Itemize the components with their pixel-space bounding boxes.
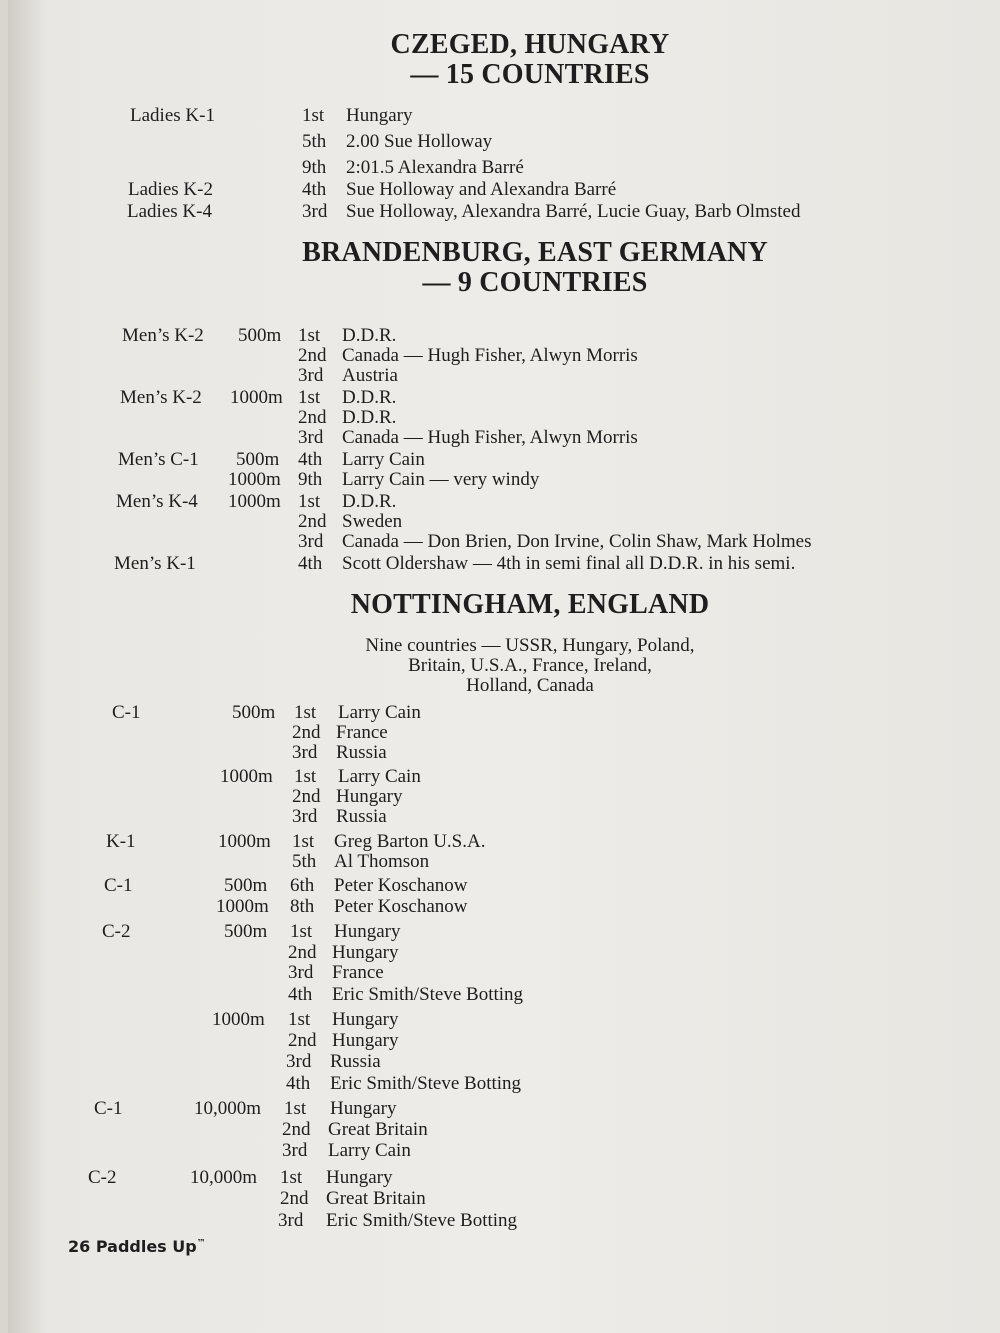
event-label: Men’s C-1	[118, 449, 199, 470]
result-text: Peter Koschanow	[334, 875, 468, 896]
placing: 1st	[298, 491, 321, 512]
distance-label: 500m	[236, 449, 280, 470]
event-label: Ladies K-2	[128, 179, 213, 200]
result-text: Hungary	[326, 1167, 393, 1188]
placing: 2nd	[298, 511, 327, 532]
section-intro-line: Britain, U.S.A., France, Ireland,	[408, 655, 652, 676]
distance-label: 500m	[232, 702, 276, 723]
placing: 5th	[302, 131, 327, 152]
placing: 8th	[290, 896, 315, 917]
distance-label: 1000m	[220, 766, 273, 787]
result-text: Larry Cain	[342, 449, 425, 470]
event-label: Men’s K-1	[114, 553, 196, 574]
placing: 1st	[302, 105, 325, 126]
result-text: 2:01.5 Alexandra Barré	[346, 157, 524, 178]
placing: 4th	[298, 553, 323, 574]
result-text: Scott Oldershaw — 4th in semi final all D.D.R. in his semi.	[342, 553, 796, 574]
placing: 2nd	[282, 1119, 311, 1140]
event-label: Men’s K-2	[122, 325, 204, 346]
distance-label: 1000m	[228, 469, 281, 490]
publication-name: Paddles Up	[95, 1237, 197, 1256]
placing: 1st	[298, 387, 321, 408]
result-text: Canada — Don Brien, Don Irvine, Colin Shaw, Mark Holmes	[342, 531, 812, 552]
placing: 2nd	[298, 407, 327, 428]
placing: 1st	[288, 1009, 311, 1030]
result-text: Russia	[330, 1051, 381, 1072]
placing: 1st	[292, 831, 315, 852]
result-text: Al Thomson	[334, 851, 430, 872]
section-subtitle: — 9 COUNTRIES	[422, 267, 648, 298]
result-text: Hungary	[332, 1009, 399, 1030]
trademark-mark: ™	[196, 1238, 206, 1249]
result-text: Larry Cain — very windy	[342, 469, 540, 490]
result-text: Canada — Hugh Fisher, Alwyn Morris	[342, 345, 638, 366]
result-text: Eric Smith/Steve Botting	[332, 984, 524, 1005]
result-text: 2.00 Sue Holloway	[346, 131, 493, 152]
result-text: Hungary	[346, 105, 413, 126]
event-label: C-1	[112, 702, 141, 723]
result-text: Peter Koschanow	[334, 896, 468, 917]
event-label: C-1	[104, 875, 133, 896]
placing: 3rd	[298, 531, 324, 552]
placing: 2nd	[288, 942, 317, 963]
placing: 4th	[298, 449, 323, 470]
distance-label: 1000m	[216, 896, 269, 917]
section-title: BRANDENBURG, EAST GERMANY	[302, 237, 768, 268]
distance-label: 500m	[224, 921, 268, 942]
section-intro-line: Holland, Canada	[466, 675, 594, 696]
placing: 6th	[290, 875, 315, 896]
distance-label: 500m	[224, 875, 268, 896]
section-title: NOTTINGHAM, ENGLAND	[350, 589, 710, 620]
result-text: D.D.R.	[342, 325, 397, 346]
page-footer	[68, 1237, 206, 1256]
placing: 3rd	[302, 201, 328, 222]
placing: 1st	[280, 1167, 303, 1188]
result-text: Russia	[336, 742, 387, 763]
placing: 9th	[302, 157, 327, 178]
section-subtitle: — 15 COUNTRIES	[410, 59, 650, 90]
placing: 2nd	[292, 786, 321, 807]
placing: 2nd	[292, 722, 321, 743]
placing: 1st	[284, 1098, 307, 1119]
event-label: Ladies K-1	[130, 105, 215, 126]
placing: 3rd	[292, 742, 318, 763]
result-text: France	[336, 722, 388, 743]
event-label: Men’s K-2	[120, 387, 202, 408]
placing: 1st	[298, 325, 321, 346]
distance-label: 1000m	[230, 387, 283, 408]
event-label: K-1	[106, 831, 136, 852]
placing: 3rd	[292, 806, 318, 827]
result-text: Hungary	[332, 942, 399, 963]
result-text: Russia	[336, 806, 387, 827]
event-label: C-2	[102, 921, 131, 942]
result-text: D.D.R.	[342, 407, 397, 428]
placing: 1st	[294, 702, 317, 723]
result-text: Great Britain	[326, 1188, 426, 1209]
distance-label: 1000m	[218, 831, 271, 852]
result-text: Eric Smith/Steve Botting	[330, 1073, 522, 1094]
result-text: Hungary	[330, 1098, 397, 1119]
result-text: Larry Cain	[328, 1140, 411, 1161]
placing: 4th	[288, 984, 313, 1005]
result-text: D.D.R.	[342, 491, 397, 512]
placing: 3rd	[298, 427, 324, 448]
placing: 2nd	[280, 1188, 309, 1209]
result-text: Great Britain	[328, 1119, 428, 1140]
section-title: CZEGED, HUNGARY	[390, 29, 670, 60]
result-text: Austria	[342, 365, 398, 386]
event-label: C-1	[94, 1098, 123, 1119]
result-text: Greg Barton U.S.A.	[334, 831, 486, 852]
result-text: Larry Cain	[338, 766, 421, 787]
placing: 3rd	[298, 365, 324, 386]
placing: 2nd	[298, 345, 327, 366]
result-text: Sweden	[342, 511, 403, 532]
page-number: 26	[68, 1237, 91, 1256]
distance-label: 500m	[238, 325, 282, 346]
result-text: Sue Holloway, Alexandra Barré, Lucie Guay, Barb Olmsted	[346, 201, 801, 222]
result-text: Larry Cain	[338, 702, 421, 723]
result-text: Canada — Hugh Fisher, Alwyn Morris	[342, 427, 638, 448]
result-text: Hungary	[332, 1030, 399, 1051]
event-label: C-2	[88, 1167, 117, 1188]
placing: 1st	[294, 766, 317, 787]
placing: 3rd	[282, 1140, 308, 1161]
result-text: D.D.R.	[342, 387, 397, 408]
placing: 9th	[298, 469, 323, 490]
result-text: Sue Holloway and Alexandra Barré	[346, 179, 617, 200]
placing: 3rd	[288, 962, 314, 983]
placing: 4th	[302, 179, 327, 200]
result-text: Hungary	[334, 921, 401, 942]
placing: 3rd	[286, 1051, 312, 1072]
result-text: France	[332, 962, 384, 983]
section-intro-line: Nine countries — USSR, Hungary, Poland,	[365, 635, 695, 656]
placing: 5th	[292, 851, 317, 872]
placing: 1st	[290, 921, 313, 942]
placing: 2nd	[288, 1030, 317, 1051]
event-label: Ladies K-4	[127, 201, 212, 222]
distance-label: 1000m	[212, 1009, 265, 1030]
distance-label: 1000m	[228, 491, 281, 512]
distance-label: 10,000m	[190, 1167, 258, 1188]
placing: 3rd	[278, 1210, 304, 1231]
result-text: Hungary	[336, 786, 403, 807]
placing: 4th	[286, 1073, 311, 1094]
distance-label: 10,000m	[194, 1098, 262, 1119]
result-text: Eric Smith/Steve Botting	[326, 1210, 518, 1231]
event-label: Men’s K-4	[116, 491, 198, 512]
